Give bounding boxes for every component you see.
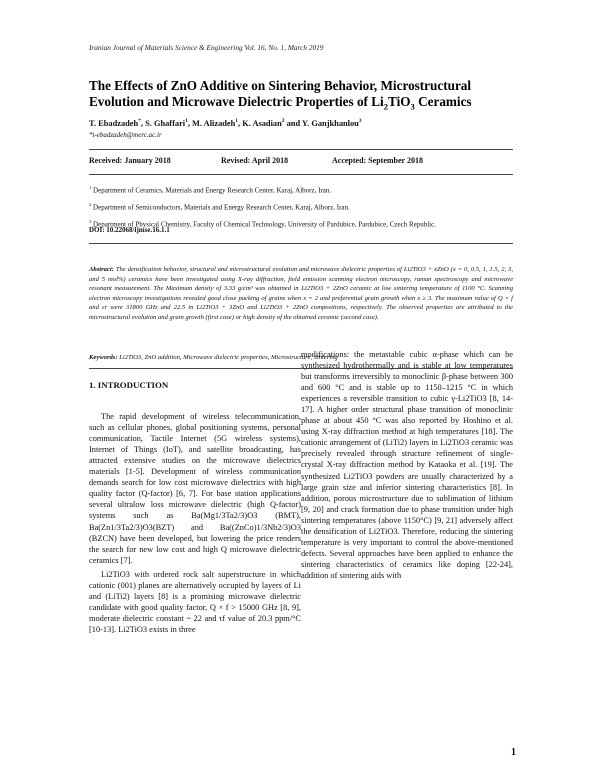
divider bbox=[89, 243, 513, 244]
affiliation-2: $^2$ Department of Semiconductors, Materials and Energy Research Center, Karaj, Alborz, Iran. bbox=[89, 201, 350, 212]
paragraph: Li2TiO3 with ordered rock salt superstructure in which cationic (001) planes are alternatively occupied by layers of Li and (LiTi2) layers [8] is a promising microwave dielectric candidate with good quality factor, Q × f > 15000 GHz [8, 9], moderate dielectric constant ~ 22 and τf value of 20.3 ppm/°C [10-13]. Li2TiO3 exists in three bbox=[89, 569, 301, 634]
affiliation-3: $^3$ Department of Physical Chemistry, Faculty of Chemical Technology, University of Pardubice, Pardubice, Czech Republic. bbox=[89, 218, 436, 228]
abstract bbox=[89, 265, 513, 322]
paragraph: modifications: the metastable cubic α-phase which can be synthesized hydrothermally and is stable at low temperatures but transforms irreversibly to monoclinic β-phase between 300 and 600 °C and is stable up to 1150–1215 °C in which experiences a reversible transition to cubic γ-Li2TiO3 [8, 14-17]. A higher order structural phase transition of monoclinic phase at about 450 °C was also reported by Hoshino et al. using X-ray diffraction method at high temperatures [18]. The cationic arrangement of (LiTi2) layers in Li2TiO3 ceramic was precisely revealed through structure refinement of single-crystal X-ray diffraction method by Kataoka et al. [19]. The synthesized Li2TiO3 powders are usually characterized by a large grain size and inferior sintering characteristics [8]. In addition, porous microstructure due to sublimation of lithium [9, 20] and crack formation due to phase transition under high sintering temperatures (above 1150°C) [9, 21] adversely affect the densification of Li2TiO3. Therefore, reducing the sintering temperature is very important to control the above-mentioned defects. Several approaches have been applied to enhance the sintering characteristics of ceramics like doping [22-24], addition of sintering aids with bbox=[301, 350, 513, 580]
keywords-label: Keywords: bbox=[89, 354, 118, 361]
affiliations bbox=[89, 181, 519, 231]
section-heading: 1. INTRODUCTION bbox=[89, 380, 169, 390]
revised-date: Revised: April 2018 bbox=[221, 156, 289, 165]
author: T. Ebadzadeh* bbox=[89, 118, 141, 128]
divider bbox=[89, 174, 513, 175]
accepted-date: Accepted: September 2018 bbox=[332, 156, 423, 165]
author: S. Ghaffari$^1$ bbox=[145, 118, 188, 128]
author-list: T. Ebadzadeh*, S. Ghaffari$^1$, M. Alizadeh$^1$, K. Asadian$^2$ and Y. Ganjkhanlou$^3$ bbox=[89, 118, 362, 128]
journal-header: Iranian Journal of Materials Science & Engineering Vol. 16, No. 1, March 2019 bbox=[89, 43, 324, 52]
author: Y. Ganjkhanlou$^3$ bbox=[301, 118, 362, 128]
keywords-text: Li2TiO3, ZnO addition, Microwave dielectric properties, Microstructure, Sintering bbox=[119, 354, 338, 361]
abstract-text: The densification behavior, structural and microstructural evolution and microwave dielectric properties of Li2TiO3 + xZnO (x = 0, 0.5, 1, 1.5, 2, 3, and 5 mol%) ceramics have been investigated using X-ray diffraction, field emission scanning electron microscopy, raman spectroscopy and microwave resonant measurement. The Maximum density of 3.33 g/cm³ was obtained in Li2TiO3 + 2ZnO ceramic at low sintering temperature of 1100 °C. Scanning electron microscopy investigations revealed good close packing of grains when x = 2 and preferential grain growth when x ≥ 3. The maximum value of Q × f and εr were 31800 GHz and 22.5 in Li2TiO3 + 3ZnO and Li2TiO3 + 2ZnO compositions, respectively. The observed properties are attributed to the microstructural evolution and grain growth (first case) or high density of the obtained ceramic (second case). bbox=[89, 266, 513, 321]
abstract-label: Abstract: bbox=[89, 266, 114, 273]
author: K. Asadian$^2$ bbox=[242, 118, 285, 128]
affiliation-1: $^1$ Department of Ceramics, Materials and Energy Research Center, Karaj, Alborz, Iran. bbox=[89, 185, 332, 195]
corresponding-email[interactable]: *t-ebadzadeh@merc.ac.ir bbox=[89, 131, 162, 139]
doi[interactable]: DOI: 10.22068/ijmse.16.1.1 bbox=[89, 226, 170, 234]
divider bbox=[89, 149, 513, 150]
page-number: 1 bbox=[511, 747, 516, 758]
paper-title: The Effects of ZnO Additive on Sintering Behavior, Microstructural Evolution and Microwave Dielectric Properties of $Li_2TiO_3$ Ceramics bbox=[89, 78, 472, 112]
received-date: Received: January 2018 bbox=[89, 156, 171, 165]
paragraph: The rapid development of wireless telecommunication, such as cellular phones, global positioning systems, personal communication, Tactile Internet (5G wireless systems), Internet of Things (IoT), and satellite broadcasting, has attracted extensive studies on the microwave dielectrics materials [1-5]. Development of wireless communication demands search for low cost microwave dielectrics with high quality factor (Q-factor) [6, 7]. For base station applications several ultralow loss microwave dielectric (high Q-factor) systems such as Ba(Mg1/3Ta2/3)O3 (BMT), Ba(Zn1/3Ta2/3)O3(BZT) and Ba((ZnCo)1/3Nb2/3)O3 (BZCN) have been developed, but lowering the price renders the search for new low cost and high Q microwave dielectric ceramics [7]. bbox=[89, 412, 301, 565]
author: M. Alizadeh$^1$ bbox=[192, 118, 239, 128]
left-column bbox=[89, 380, 301, 635]
right-column bbox=[301, 349, 513, 581]
